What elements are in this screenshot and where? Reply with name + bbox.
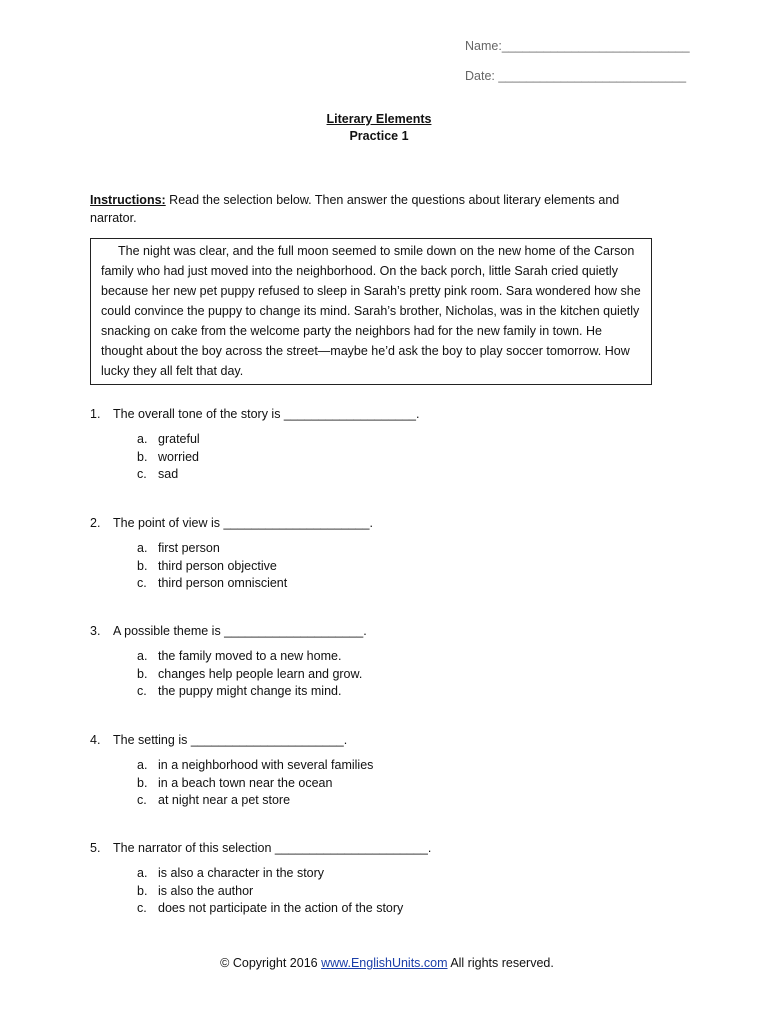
option-text: changes help people learn and grow. [158, 666, 363, 681]
title-line-2: Practice 1 [349, 129, 409, 143]
option-text: third person objective [158, 558, 277, 573]
copyright-prefix: © Copyright 2016 [220, 956, 322, 970]
option-letter: a. [137, 866, 148, 880]
option-a[interactable] [137, 540, 373, 558]
instructions [90, 191, 650, 227]
instructions-label: Instructions: [90, 193, 166, 207]
option-a[interactable] [137, 431, 419, 449]
option-text: in a beach town near the ocean [158, 775, 333, 790]
question-text: The setting is ______________________. [113, 733, 348, 747]
question-text: A possible theme is ____________________. [113, 624, 367, 638]
question-number: 5. [90, 841, 101, 855]
copyright-footer [0, 954, 768, 972]
question-number: 2. [90, 516, 101, 530]
option-letter: b. [137, 666, 148, 681]
option-a[interactable] [137, 757, 373, 775]
question-1 [90, 405, 419, 484]
option-letter: b. [137, 775, 148, 790]
date-field-label: Date: ___________________________ [465, 69, 687, 83]
option-text: third person omniscient [158, 576, 288, 590]
option-text: is also the author [158, 883, 254, 898]
option-letter: b. [137, 883, 148, 898]
answer-options [137, 540, 373, 593]
question-2 [90, 514, 373, 593]
option-text: the puppy might change its mind. [158, 684, 342, 698]
question-number: 4. [90, 733, 101, 747]
title-line-1: Literary Elements [326, 112, 432, 126]
question-5 [90, 839, 431, 918]
option-c[interactable] [137, 466, 419, 484]
option-text: worried [158, 449, 199, 464]
option-c[interactable] [137, 792, 373, 810]
option-text: is also a character in the story [158, 866, 325, 880]
option-b[interactable] [137, 666, 367, 684]
name-date-block [465, 37, 690, 97]
option-letter: c. [137, 901, 147, 915]
option-letter: a. [137, 649, 148, 663]
answer-options [137, 431, 419, 484]
option-c[interactable] [137, 683, 367, 701]
option-b[interactable] [137, 883, 431, 901]
question-number: 1. [90, 407, 101, 421]
option-text: in a neighborhood with several families [158, 758, 374, 772]
option-b[interactable] [137, 558, 373, 576]
option-text: grateful [158, 432, 200, 446]
option-letter: a. [137, 541, 148, 555]
answer-options [137, 648, 367, 701]
option-letter: a. [137, 432, 148, 446]
option-c[interactable] [137, 900, 431, 918]
option-a[interactable] [137, 865, 431, 883]
option-letter: c. [137, 576, 147, 590]
passage-text: The night was clear, and the full moon seemed to smile down on the new home of the Carson family who had just moved into the neighborhood. On the back porch, little Sarah cried quietly because her new pet puppy refused to sleep in Sarah’s pretty pink room. Sara wondered how she could convince the puppy to change its mind. Sarah’s brother, Nicholas, was in the kitchen quietly snacking on cake from the welcome party the neighbors had for the new family in town. He thought about the boy across the street—maybe he’d ask the boy to play soccer tomorrow. How lucky they all felt that day. [101, 244, 641, 378]
question-text: The narrator of this selection ______________________. [113, 841, 432, 855]
name-field-label: Name:___________________________ [465, 39, 690, 53]
instructions-text: Read the selection below. Then answer the questions about literary elements and narrator. [90, 193, 620, 225]
answer-options [137, 865, 431, 918]
question-3 [90, 622, 367, 701]
question-text: The point of view is _____________________. [113, 516, 373, 530]
option-letter: c. [137, 684, 147, 698]
option-letter: a. [137, 758, 148, 772]
option-text: the family moved to a new home. [158, 649, 342, 663]
option-text: sad [158, 467, 179, 481]
option-letter: b. [137, 449, 148, 464]
option-letter: b. [137, 558, 148, 573]
option-b[interactable] [137, 775, 373, 793]
option-letter: c. [137, 793, 147, 807]
option-text: at night near a pet store [158, 793, 291, 807]
question-4 [90, 731, 373, 810]
option-c[interactable] [137, 575, 373, 593]
option-letter: c. [137, 467, 147, 481]
question-number: 3. [90, 624, 101, 638]
englishunits-link[interactable]: www.EnglishUnits.com [321, 956, 448, 970]
option-b[interactable] [137, 449, 419, 467]
reading-passage-box [90, 238, 652, 385]
copyright-suffix: All rights reserved. [447, 956, 554, 970]
answer-options [137, 757, 373, 810]
worksheet-title [0, 111, 758, 145]
option-text: first person [158, 541, 220, 555]
question-text: The overall tone of the story is ___________________. [113, 407, 420, 421]
option-a[interactable] [137, 648, 367, 666]
option-text: does not participate in the action of the story [158, 901, 404, 915]
